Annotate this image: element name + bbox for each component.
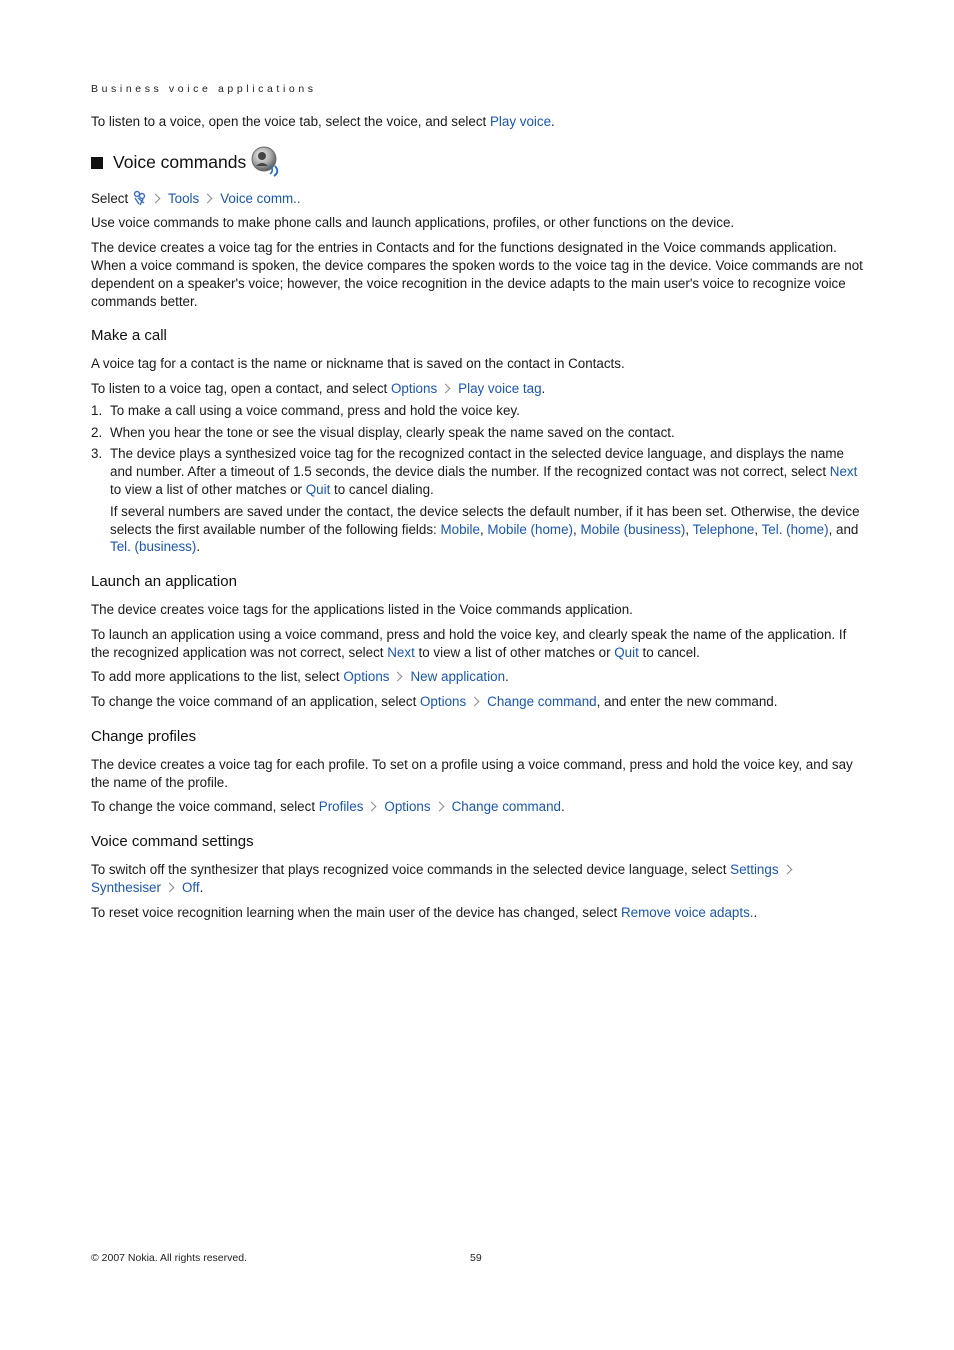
- field-tel-business-link[interactable]: Tel. (business): [110, 539, 197, 555]
- content: [91, 113, 866, 928]
- chevron-right-icon: [203, 193, 213, 203]
- settings-para2: To reset voice recognition learning when the main user of the device has changed, select Remove voice adapts..: [91, 904, 758, 920]
- change-profiles-para2: To change the voice command, select Profiles Options Change command.: [91, 799, 565, 815]
- synthesiser-link[interactable]: Synthesiser: [91, 879, 161, 895]
- profiles-link[interactable]: Profiles: [318, 799, 364, 815]
- make-call-para1: A voice tag for a contact is the name or nickname that is saved on the contact in Contacts.: [91, 356, 625, 372]
- play-voice-tag-link[interactable]: Play voice tag: [458, 380, 542, 396]
- new-application-link[interactable]: New application: [410, 669, 506, 685]
- quit-link[interactable]: Quit: [614, 644, 639, 660]
- options-link[interactable]: Options: [391, 380, 438, 396]
- chevron-right-icon: [470, 697, 480, 707]
- voice-command-icon: [250, 144, 284, 182]
- page-number: 59: [470, 1252, 482, 1264]
- settings-para1: To switch off the synthesizer that plays recognized voice commands in the selected device language, select SettingsSynthesiser Off.: [91, 861, 866, 897]
- chevron-right-icon: [393, 672, 403, 682]
- options-link[interactable]: Options: [343, 669, 390, 685]
- select-path: Select Tools Voice comm..: [91, 190, 866, 211]
- list-item: 3. The device plays a synthesized voice tag for the recognized contact in the selected device language, and displays the name and number. After a timeout of 1.5 seconds, the device dials the number. If the recognized contact was not correct, select Next to view a list of other matches or Quit to cancel dialing. If several numbers are saved under the contact, the device selects the default number, if it has been set. Otherwise, the device selects the first available number of the following fields: Mobile, Mobile (home), Mobile (business), Telephone, Tel. (home), and Tel. (business).: [91, 445, 866, 556]
- voice-commands-intro: Use voice commands to make phone calls and launch applications, profiles, or other functions on the device.: [91, 215, 735, 231]
- launch-app-para1: The device creates voice tags for the applications listed in the Voice commands application.: [91, 601, 633, 617]
- quit-link[interactable]: Quit: [305, 481, 331, 497]
- chevron-right-icon: [150, 193, 160, 203]
- chevron-right-icon: [441, 384, 451, 394]
- field-tel-home-link[interactable]: Tel. (home): [761, 521, 829, 537]
- running-head: Business voice applications: [91, 83, 317, 95]
- settings-heading: Voice command settings: [91, 833, 254, 851]
- make-call-heading: Make a call: [91, 327, 167, 345]
- tools-link[interactable]: Tools: [167, 190, 200, 206]
- field-mobile-home-link[interactable]: Mobile (home): [487, 521, 573, 537]
- change-profiles-para1: The device creates a voice tag for each profile. To set on a profile using a voice command, press and hold the voice key, and say the name of the profile.: [91, 756, 853, 790]
- settings-link[interactable]: Settings: [730, 861, 779, 877]
- make-call-steps: [91, 402, 866, 556]
- intro-paragraph: To listen to a voice, open the voice tab, select the voice, and select Play voice.: [91, 114, 555, 129]
- menu-icon[interactable]: [132, 190, 147, 211]
- make-call-para2: To listen to a voice tag, open a contact, and select Options Play voice tag.: [91, 380, 546, 396]
- change-command-link[interactable]: Change command: [451, 799, 561, 815]
- launch-app-heading: Launch an application: [91, 573, 237, 591]
- section-title: Voice commands: [113, 151, 247, 172]
- options-link[interactable]: Options: [420, 694, 467, 710]
- remove-voice-adapts-link[interactable]: Remove voice adapts.: [621, 904, 754, 920]
- change-profiles-heading: Change profiles: [91, 727, 197, 745]
- field-mobile-link[interactable]: Mobile: [440, 521, 480, 537]
- chevron-right-icon: [434, 802, 444, 812]
- chevron-right-icon: [367, 802, 377, 812]
- list-item: 2. When you hear the tone or see the visual display, clearly speak the name saved on the contact.: [91, 424, 675, 440]
- options-link[interactable]: Options: [384, 799, 431, 815]
- change-command-link[interactable]: Change command: [487, 694, 597, 710]
- voice-commands-description: The device creates a voice tag for the entries in Contacts and for the functions designated in the Voice commands application. When a voice command is spoken, the device compares the spoken words to the voice tag in the device. Voice commands are not dependent on a speaker's voice; however, the voice recognition in the device adapts to the main user's voice to recognize voice commands better.: [91, 240, 863, 309]
- footer-copyright: © 2007 Nokia. All rights reserved.: [91, 1252, 247, 1264]
- chevron-right-icon: [165, 882, 175, 892]
- launch-app-para4: To change the voice command of an application, select Options Change command, and enter the new command.: [91, 694, 778, 710]
- launch-app-para3: To add more applications to the list, select Options New application.: [91, 669, 509, 685]
- heading-bullet-icon: [91, 157, 103, 169]
- next-link[interactable]: Next: [829, 464, 858, 480]
- chevron-right-icon: [782, 864, 792, 874]
- next-link[interactable]: Next: [387, 644, 415, 660]
- field-telephone-link[interactable]: Telephone: [692, 521, 755, 537]
- play-voice-link[interactable]: Play voice: [489, 114, 552, 129]
- list-item: 1. To make a call using a voice command, press and hold the voice key.: [91, 402, 520, 418]
- section-heading: [91, 144, 866, 182]
- off-link[interactable]: Off: [181, 879, 200, 895]
- field-mobile-business-link[interactable]: Mobile (business): [580, 521, 686, 537]
- launch-app-para2: To launch an application using a voice command, press and hold the voice key, and clearly speak the name of the application. If the recognized application was not correct, select Next to view a list of other matches or Quit to cancel.: [91, 626, 847, 660]
- default-number-note: If several numbers are saved under the contact, the device selects the default number, if it has been set. Otherwise, the device selects the first available number of the following fields: Mobile, Mobile (home), Mobile (business), Telephone, Tel. (home), and Tel. (business).: [110, 503, 860, 555]
- voice-comm-link[interactable]: Voice comm.: [220, 190, 297, 206]
